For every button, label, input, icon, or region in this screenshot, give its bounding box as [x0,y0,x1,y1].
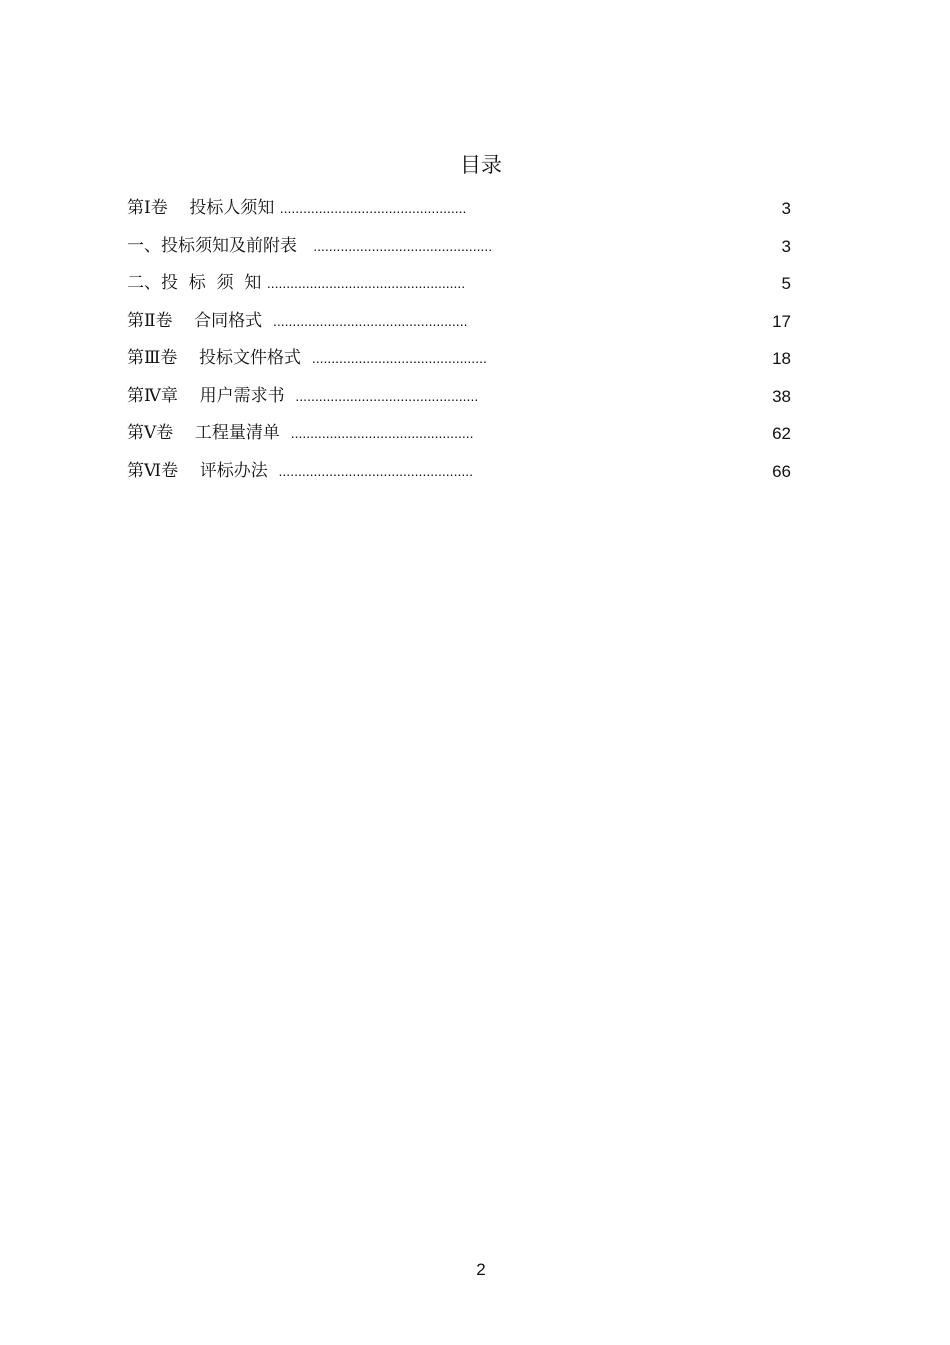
toc-entry[interactable] [127,342,791,380]
toc-entry[interactable] [127,455,791,493]
toc-leader-dots: ............................................... [295,387,479,404]
toc-entry-page: 3 [781,199,791,218]
toc-title: 目录 [460,153,502,177]
page-number: 2 [476,1260,486,1279]
toc-entry-label: 二、投 标 须 知 [127,273,267,293]
toc-entry-label: 第Ⅴ卷 工程量清单 [127,423,291,443]
toc-entry-page: 5 [781,274,791,293]
toc-leader-dots: .................................................. [272,312,468,329]
toc-entry[interactable] [127,305,791,343]
toc-list [127,192,791,492]
toc-entry-label: 第Ⅲ卷 投标文件格式 [127,348,312,368]
toc-entry[interactable] [127,380,791,418]
toc-entry-page: 62 [772,424,791,443]
toc-leader-dots: ............................................... [290,425,474,441]
toc-entry-page: 38 [772,386,791,406]
toc-entry-label: 第Ⅱ卷 合同格式 [127,310,273,331]
toc-entry-label: 第Ⅰ卷 投标人须知 [127,198,280,218]
toc-leader-dots: ............................................. [311,350,487,366]
toc-leader-dots: .............................................. [313,237,493,254]
toc-entry-label: 第Ⅵ卷 评标办法 [127,460,279,481]
toc-leader-dots: .................................................. [278,462,474,479]
toc-entry[interactable] [127,417,791,455]
toc-entry-page: 18 [772,349,791,368]
toc-entry-label: 第Ⅳ章 用户需求书 [127,385,296,406]
toc-entry-label: 一、投标须知及前附表 [127,235,314,256]
toc-entry-page: 66 [772,461,791,481]
toc-entry-page: 17 [772,311,791,331]
toc-entry[interactable] [127,230,791,268]
toc-entry[interactable] [127,192,791,230]
toc-entry[interactable] [127,267,791,305]
toc-leader-dots: ................................................ [279,200,467,216]
toc-entry-page: 3 [781,236,791,256]
toc-leader-dots: ................................................... [266,275,466,291]
